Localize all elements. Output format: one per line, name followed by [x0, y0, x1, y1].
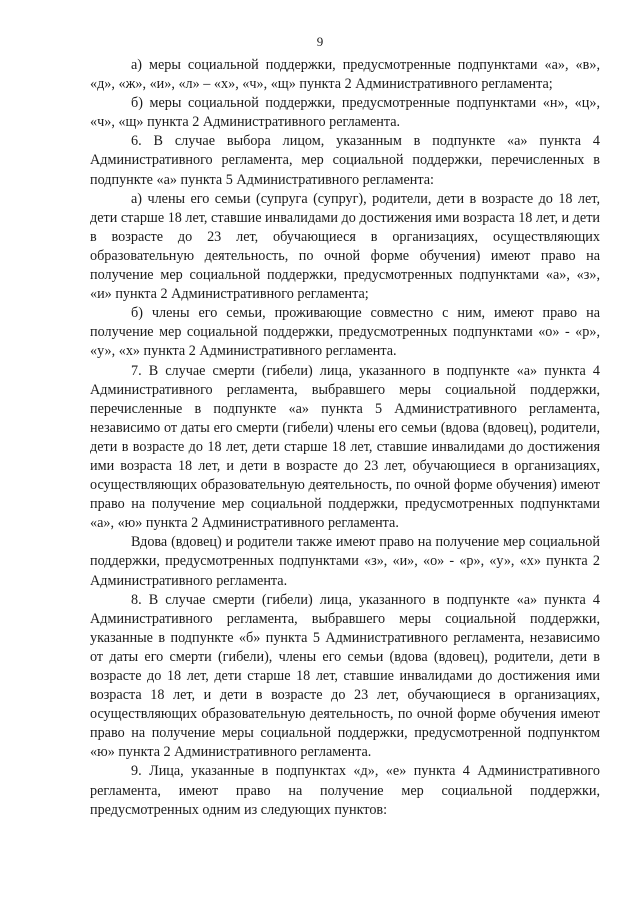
paragraph-5a: а) меры социальной поддержки, предусмотренные подпунктами «а», «в», «д», «ж», «и», «л» – «х», «ч», «щ» пункта 2 Административного регламента; [90, 57, 600, 93]
paragraph-6: 6. В случае выбора лицом, указанным в подпункте «а» пункта 4 Административного регламента, мер социальной поддержки, перечисленных в подпункте «а» пункта 5 Административного регламента: [90, 133, 600, 188]
document-body [90, 56, 600, 820]
paragraph-7-widow: Вдова (вдовец) и родители также имеют право на получение мер социальной поддержки, предусмотренных подпунктами «з», «и», «о» - «р», «у», «х» пункта 2 Административного регламента. [90, 534, 600, 589]
paragraph-9: 9. Лица, указанные в подпунктах «д», «е» пункта 4 Административного регламента, имеют право на получение мер социальной поддержки, предусмотренных одним из следующих пунктов: [90, 763, 600, 818]
page-number: 9 [316, 34, 324, 49]
paragraph-8: 8. В случае смерти (гибели) лица, указанного в подпункте «а» пункта 4 Административного регламента, выбравшего меры социальной поддержки, указанные в подпункте «б» пункта 5 Административного регламента, независимо от даты его смерти (гибели), члены его семьи (вдова (вдовец), родители, дети в возрасте до 18 лет, дети старше 18 лет, ставшие инвалидами до достижения ими возраста 18 лет, и дети в возрасте до 23 лет, обучающиеся в организациях, осуществляющих образовательную деятельность, по очной форме обучения имеют право на получение меры социальной поддержки, предусмотренной подпунктом «ю» пункта 2 Административного регламента. [90, 591, 600, 761]
paragraph-5b: б) меры социальной поддержки, предусмотренные подпунктами «н», «ц», «ч», «щ» пункта 2 Административного регламента. [90, 95, 600, 131]
paragraph-7: 7. В случае смерти (гибели) лица, указанного в подпункте «а» пункта 4 Административного регламента, выбравшего меры социальной поддержки, перечисленные в подпункте «а» пункта 5 Административного регламента, независимо от даты его смерти (гибели) члены его семьи (вдова (вдовец), родители, дети в возрасте до 18 лет, дети старше 18 лет, ставшие инвалидами до достижения ими возраста 18 лет, и дети в возрасте до 23 лет, обучающиеся в организациях, осуществляющих образовательную деятельность, по очной форме обучения) имеют право на получение мер социальной поддержки, предусмотренных подпунктами «а», «ю» пункта 2 Административного регламента. [90, 362, 600, 532]
paragraph-6a: а) члены его семьи (супруга (супруг), родители, дети в возрасте до 18 лет, дети старше 18 лет, ставшие инвалидами до достижения ими возраста 18 лет, и дети в возрасте до 23 лет, обучающиеся в организациях, осуществляющих образовательную деятельность, по очной форме обучения) имеют право на получение мер социальной поддержки, предусмотренных подпунктами «а», «з», «и» пункта 2 Административного регламента; [90, 190, 600, 303]
paragraph-6b: б) члены его семьи, проживающие совместно с ним, имеют право на получение мер социальной поддержки, предусмотренных подпунктами «о» - «р», «у», «х» пункта 2 Административного регламента. [90, 305, 600, 360]
